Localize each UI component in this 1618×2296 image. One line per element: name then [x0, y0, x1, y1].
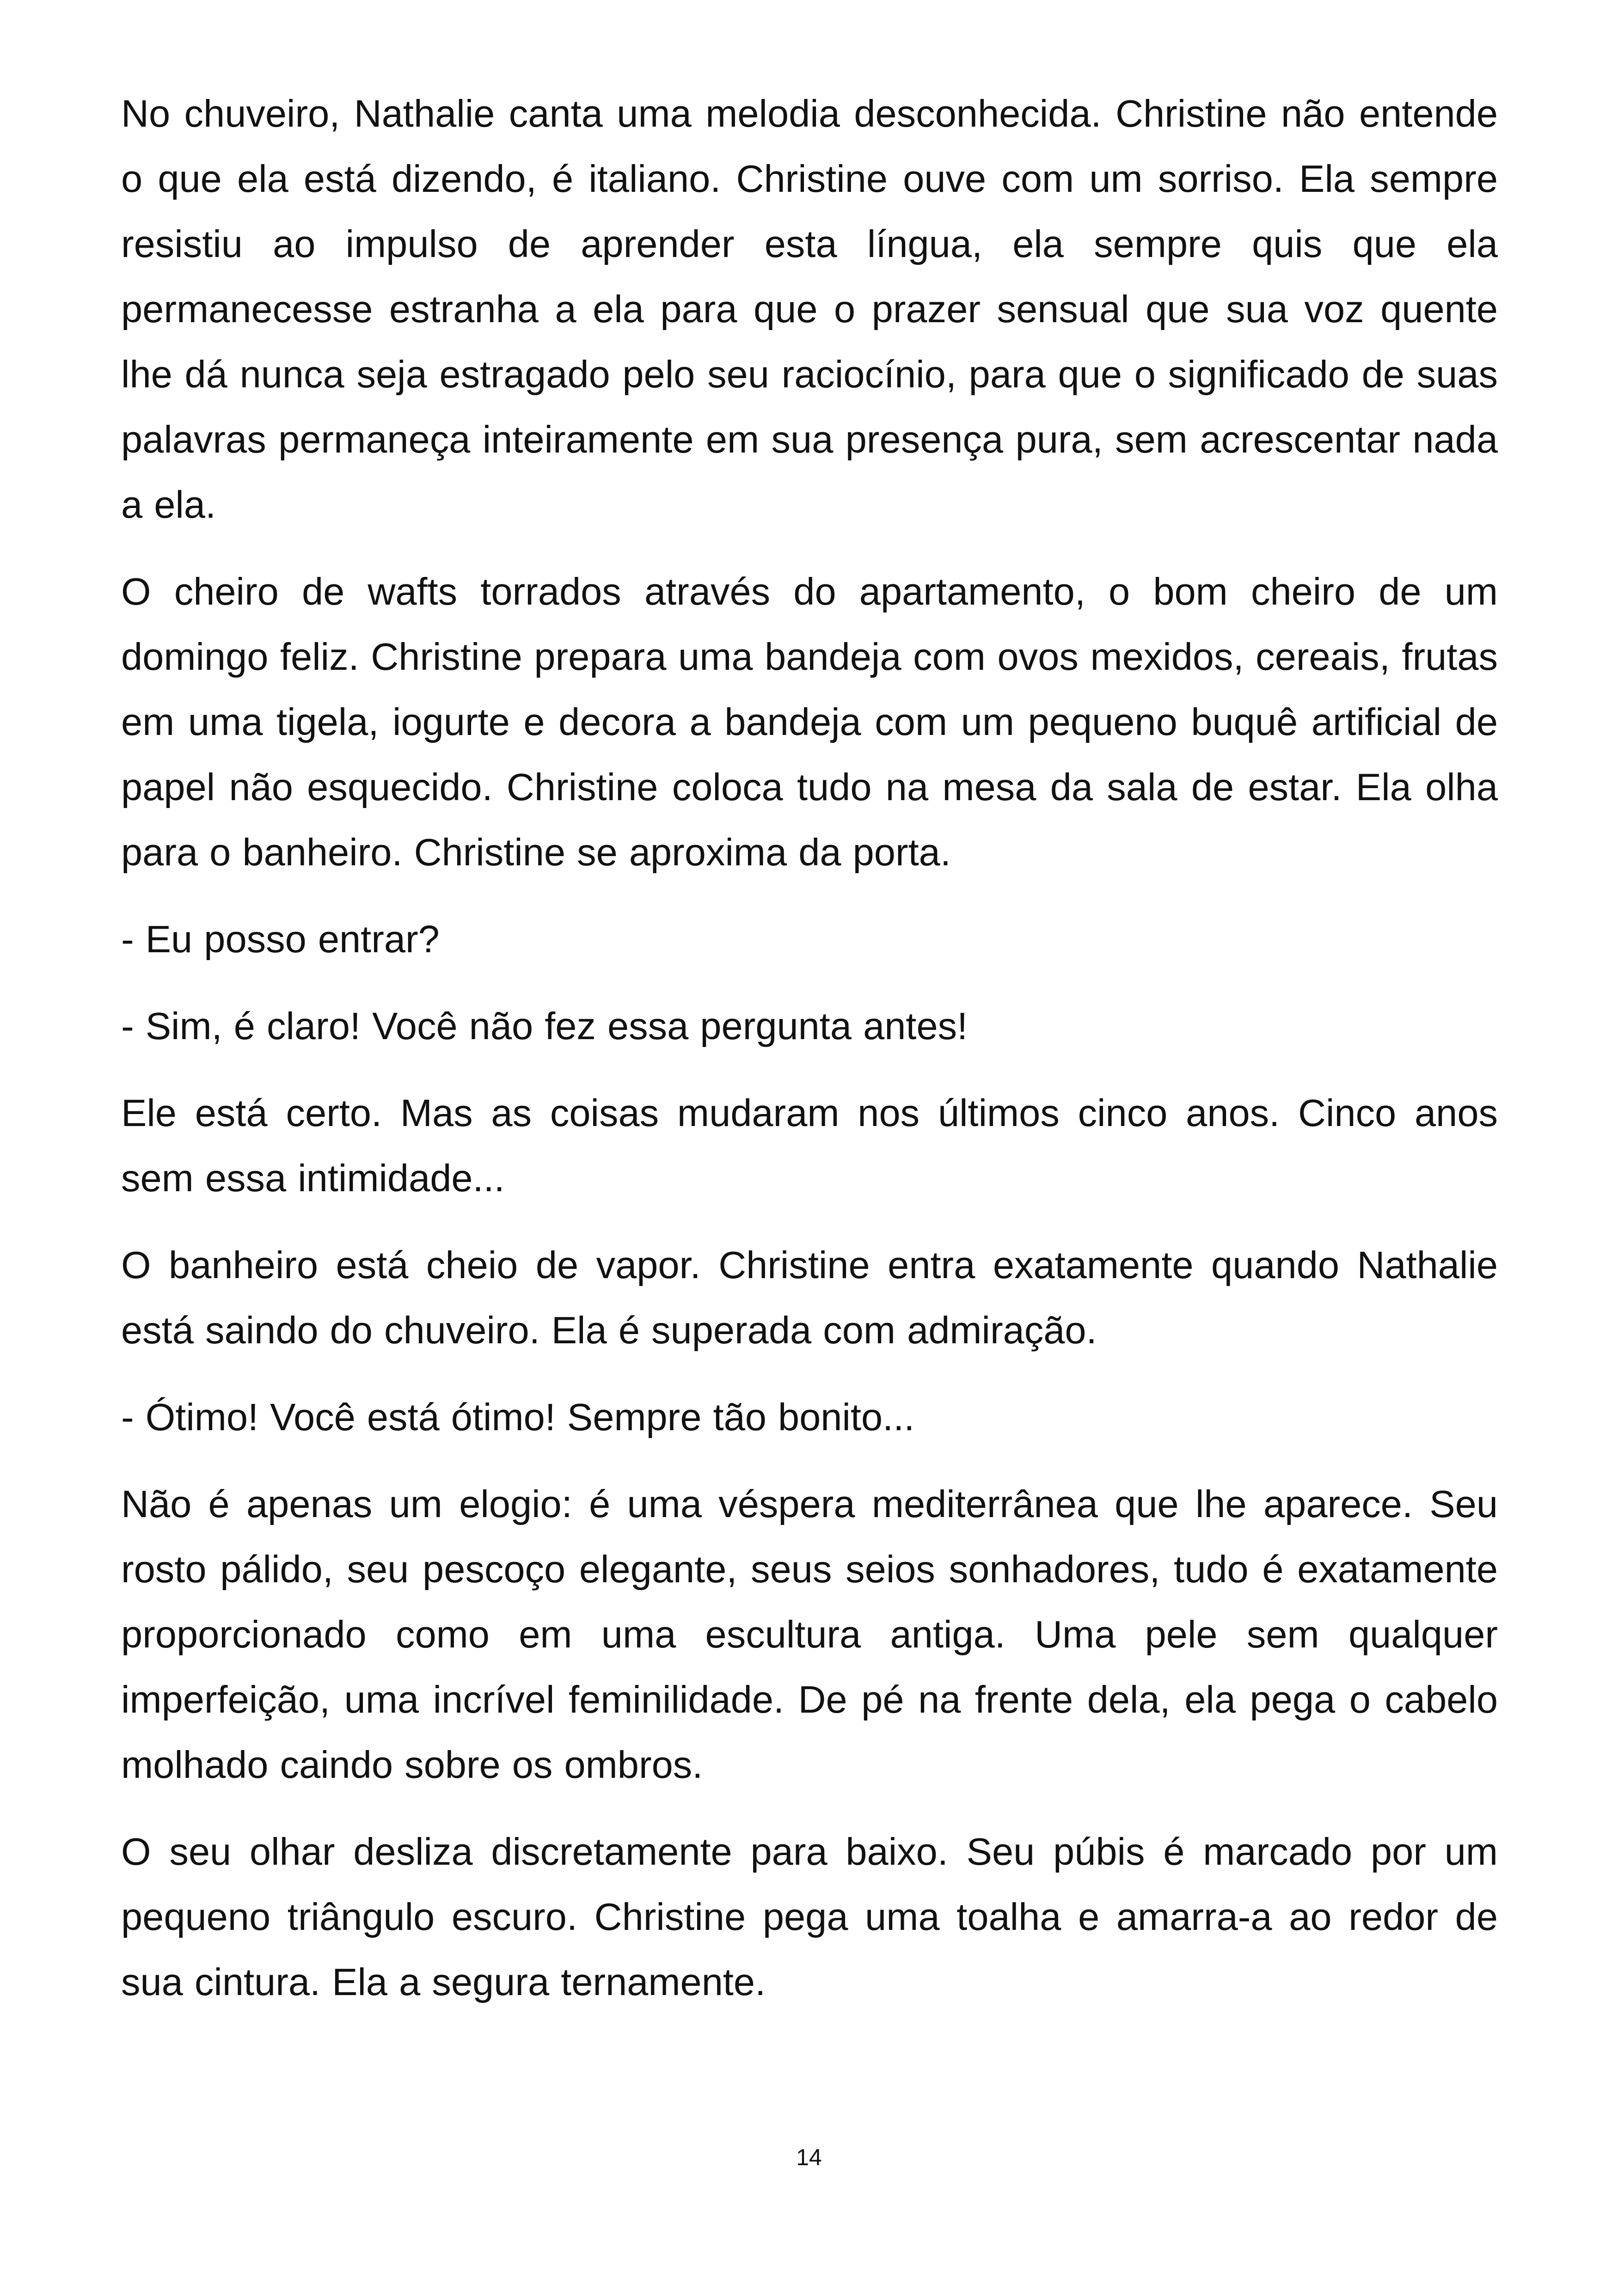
paragraph-towel: O seu olhar desliza discretamente para baixo. Seu púbis é marcado por um pequeno triângulo escuro. Christine pega uma toalha e amarra-a ao redor de sua cintura. Ela a segura ternamente.: [121, 1830, 1498, 2003]
paragraph-breakfast-tray: O cheiro de wafts torrados através do apartamento, o bom cheiro de um domingo feliz. Christine prepara uma bandeja com ovos mexidos, cereais, frutas em uma tigela, iogurte e decora a bandeja com um pequeno buquê artificial de papel não esquecido. Christine coloca tudo na mesa da sala de estar. Ela olha para o banheiro. Christine se aproxima da porta.: [121, 570, 1498, 874]
dialogue-great: - Ótimo! Você está ótimo! Sempre tão bonito...: [121, 1396, 915, 1439]
paragraph-bathroom-steam: O banheiro está cheio de vapor. Christine entra exatamente quando Nathalie está saindo do chuveiro. Ela é superada com admiração.: [121, 1243, 1498, 1352]
paragraph-shower-song: No chuveiro, Nathalie canta uma melodia desconhecida. Christine não entende o que ela está dizendo, é italiano. Christine ouve com um sorriso. Ela sempre resistiu ao impulso de aprender esta língua, ela sempre quis que ela permanecesse estranha a ela para que o prazer sensual que sua voz quente lhe dá nunca seja estragado pelo seu raciocínio, para que o significado de suas palavras permaneça inteiramente em sua presença pura, sem acrescentar nada a ela.: [121, 92, 1498, 526]
body-text: [121, 81, 1498, 2036]
paragraph-compliment: Não é apenas um elogio: é uma véspera mediterrânea que lhe aparece. Seu rosto pálido, seu pescoço elegante, seus seios sonhadores, tudo é exatamente proporcionado como em uma escultura antiga. Uma pele sem qualquer imperfeição, uma incrível feminilidade. De pé na frente dela, ela pega o cabelo molhado caindo sobre os ombros.: [121, 1482, 1498, 1786]
dialogue-of-course: - Sim, é claro! Você não fez essa pergunta antes!: [121, 1004, 968, 1047]
page-number: 14: [796, 2144, 822, 2170]
dialogue-may-i-enter: - Eu posso entrar?: [121, 918, 440, 961]
paragraph-five-years: Ele está certo. Mas as coisas mudaram nos últimos cinco anos. Cinco anos sem essa intimidade...: [121, 1091, 1498, 1200]
